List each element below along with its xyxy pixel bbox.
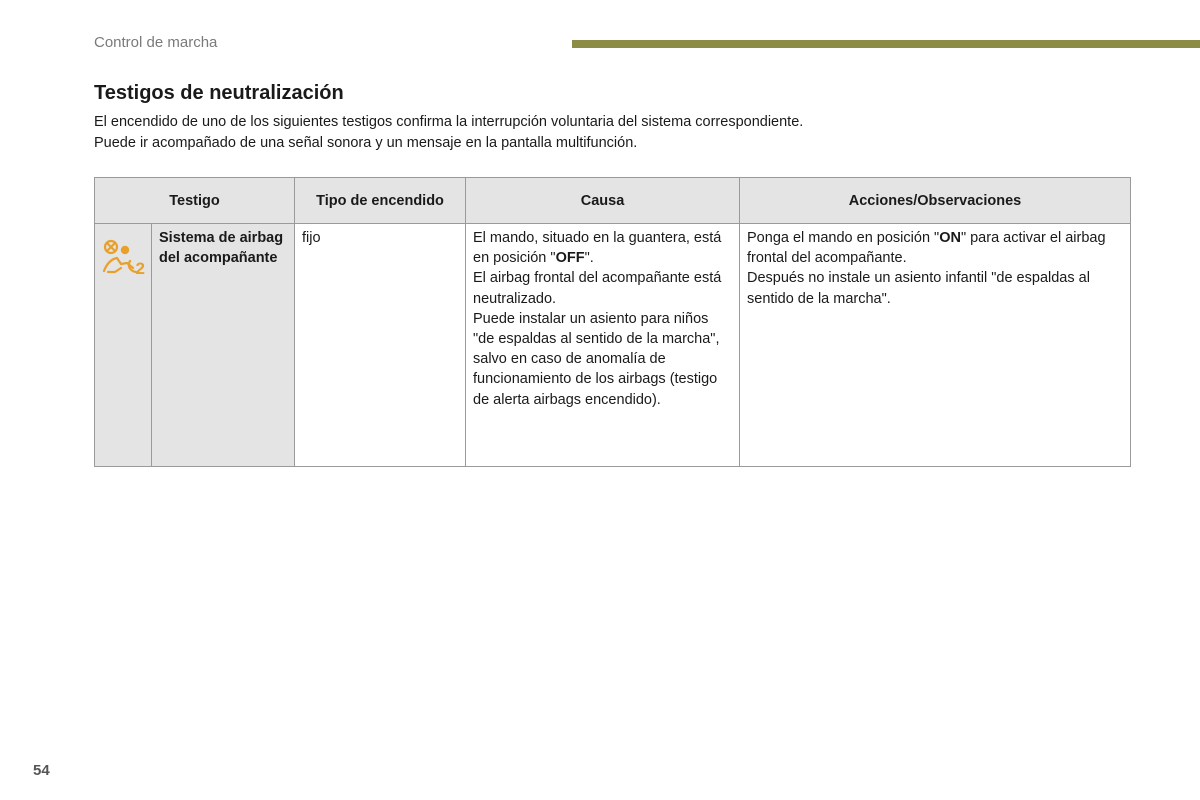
table-row: [95, 224, 1131, 467]
lamp-actions: Ponga el mando en posición "ON" para activar el airbag frontal del acompañante. Después no instale un asiento infantil "de espaldas al sentido de la marcha".: [740, 224, 1131, 467]
intro-text: [94, 112, 1134, 154]
col-header-tipo: Tipo de encendido: [295, 178, 466, 224]
passenger-airbag-off-icon: [100, 238, 146, 282]
lamp-type: fijo: [295, 224, 466, 467]
section-label: Control de marcha: [94, 34, 218, 51]
intro-line-1: El encendido de uno de los siguientes testigos confirma la interrupción voluntaria del sistema correspondiente.: [94, 114, 804, 130]
col-header-causa: Causa: [466, 178, 740, 224]
lamp-icon-cell: [95, 224, 152, 467]
lamp-name: Sistema de airbag del acompañante: [152, 224, 295, 467]
warning-lamp-table: [94, 177, 1131, 467]
header-rule: [572, 40, 1200, 48]
page-number: 54: [33, 762, 50, 779]
intro-line-2: Puede ir acompañado de una señal sonora y un mensaje en la pantalla multifunción.: [94, 135, 638, 151]
svg-text:2: 2: [135, 259, 145, 278]
col-header-testigo: Testigo: [95, 178, 295, 224]
table-header-row: [95, 178, 1131, 224]
page-title: Testigos de neutralización: [94, 82, 344, 104]
lamp-cause: El mando, situado en la guantera, está en posición "OFF". El airbag frontal del acompañante está neutralizado. Puede instalar un asiento para niños "de espaldas al sentido de la marcha", salvo en caso de anomalía de funcionamiento de los airbags (testigo de alerta airbags encendido).: [466, 224, 740, 467]
col-header-acciones: Acciones/Observaciones: [740, 178, 1131, 224]
